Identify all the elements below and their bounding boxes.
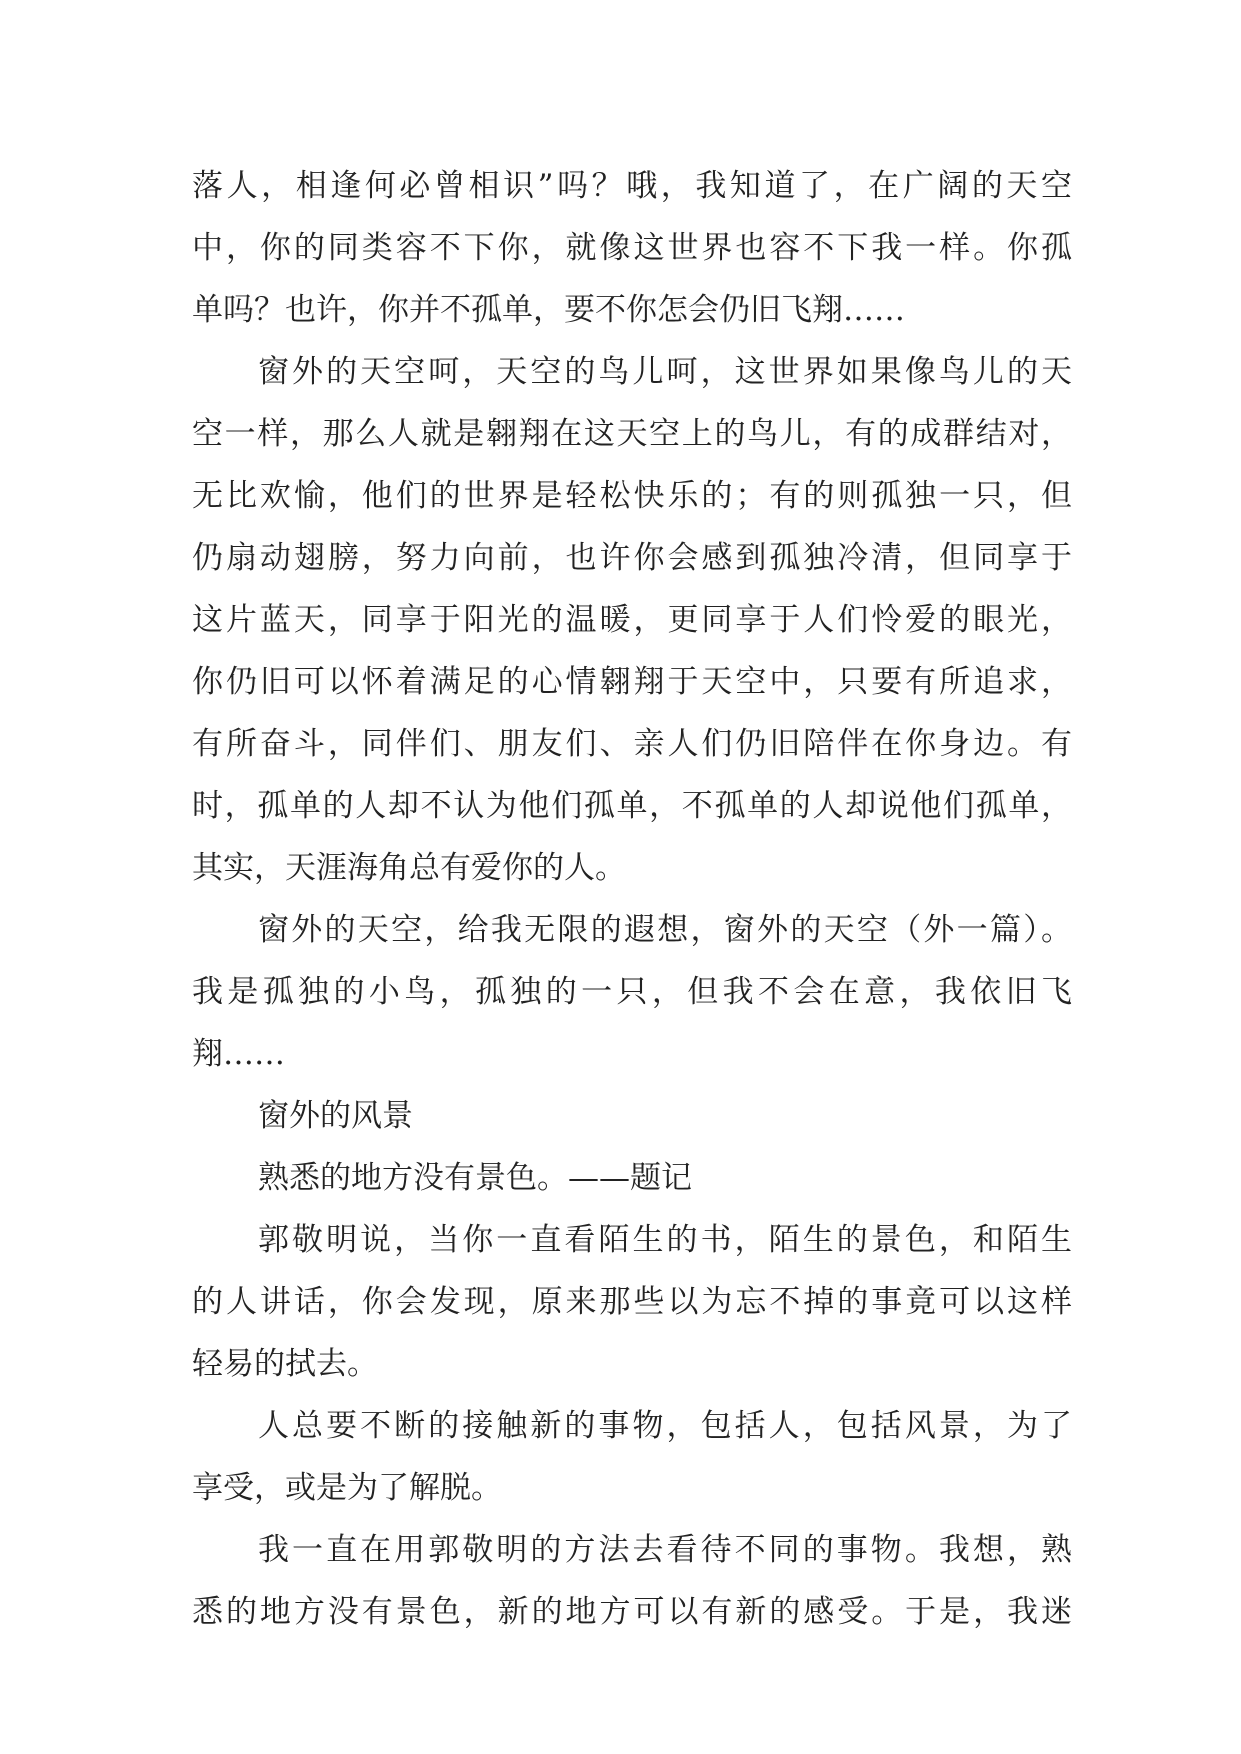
body-text [192,155,1072,1643]
text-line: 人总要不断的接触新的事物，包括人，包括风景，为了 [258,1408,1072,1444]
text-line: 翔…… [192,1036,285,1072]
text-line: 落人，相逢何必曾相识”吗？哦，我知道了，在广阔的天空 [192,168,1072,204]
text-line: 我一直在用郭敬明的方法去看待不同的事物。我想，熟 [258,1532,1072,1568]
text-line: 的人讲话，你会发现，原来那些以为忘不掉的事竟可以这样 [192,1284,1072,1320]
text-line: 我是孤独的小鸟，孤独的一只，但我不会在意，我依旧飞 [192,974,1072,1010]
text-line: 窗外的天空呵，天空的鸟儿呵，这世界如果像鸟儿的天 [258,354,1072,390]
text-line: 享受，或是为了解脱。 [192,1470,502,1506]
text-line: 中，你的同类容不下你，就像这世界也容不下我一样。你孤 [192,230,1072,266]
text-line: 你仍旧可以怀着满足的心情翱翔于天空中，只要有所追求， [192,664,1072,700]
text-line: 窗外的天空，给我无限的遐想，窗外的天空（外一篇）。 [258,912,1072,948]
section-title: 窗外的风景 [258,1098,413,1134]
epigraph: 熟悉的地方没有景色。——题记 [258,1160,692,1196]
text-line: 单吗？也许，你并不孤单，要不你怎会仍旧飞翔…… [192,292,905,328]
text-line: 这片蓝天，同享于阳光的温暖，更同享于人们怜爱的眼光， [192,602,1072,638]
text-line: 郭敬明说，当你一直看陌生的书，陌生的景色，和陌生 [258,1222,1072,1258]
text-line: 空一样，那么人就是翱翔在这天空上的鸟儿，有的成群结对， [192,416,1072,452]
text-line: 轻易的拭去。 [192,1346,378,1382]
text-line: 时，孤单的人却不认为他们孤单，不孤单的人却说他们孤单， [192,788,1072,824]
text-line: 仍扇动翅膀，努力向前，也许你会感到孤独冷清，但同享于 [192,540,1072,576]
text-line: 悉的地方没有景色，新的地方可以有新的感受。于是，我迷 [192,1594,1072,1630]
text-line: 无比欢愉，他们的世界是轻松快乐的；有的则孤独一只，但 [192,478,1072,514]
text-line: 其实，天涯海角总有爱你的人。 [192,850,626,886]
text-line: 有所奋斗，同伴们、朋友们、亲人们仍旧陪伴在你身边。有 [192,726,1072,762]
